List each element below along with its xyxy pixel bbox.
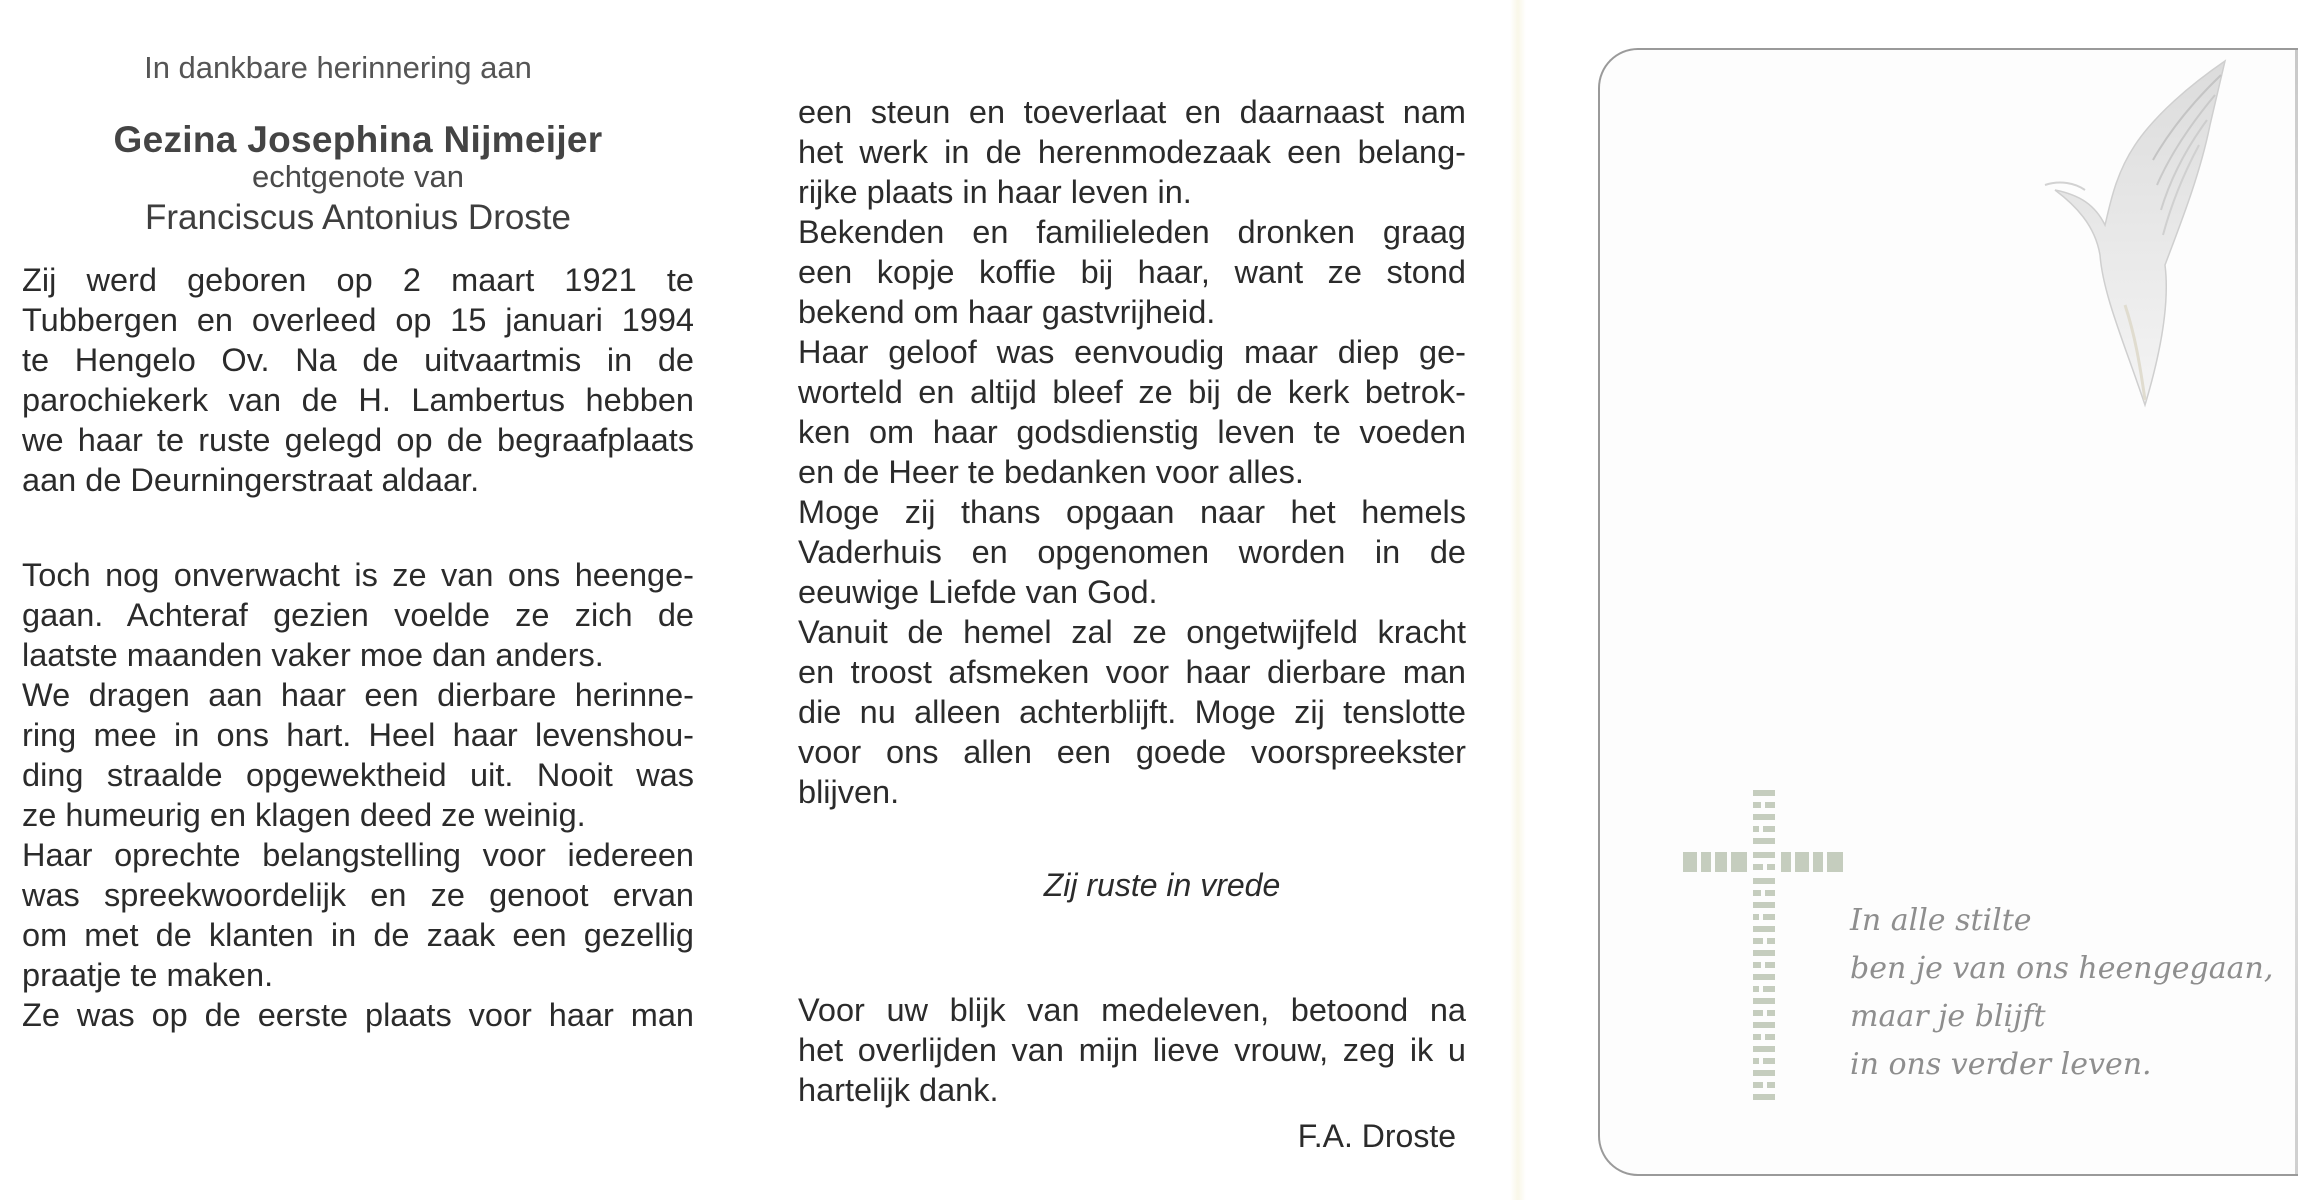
- relation-label: echtgenote van: [251, 159, 464, 194]
- text-line: en troost afsmeken voor haar dierbare man: [798, 654, 1466, 690]
- text-line: een steun en toeverlaat en daarnaast nam: [798, 94, 1466, 130]
- text-line: we haar te ruste gelegd op de begraafplaats: [22, 422, 694, 458]
- text-line: worteld en altijd bleef ze bij de kerk betrok-: [798, 374, 1466, 410]
- card-fold: [1510, 0, 1526, 1200]
- text-line: Voor uw blijk van medeleven, betoond na: [798, 992, 1466, 1028]
- text-line: rijke plaats in haar leven in.: [798, 174, 1192, 210]
- text-line: Vaderhuis en opgenomen worden in de: [798, 534, 1466, 570]
- deceased-name: Gezina Josephina Nijmeijer: [113, 119, 603, 160]
- text-line: Haar geloof was eenvoudig maar diep ge-: [798, 334, 1466, 370]
- text-line: die nu alleen achterblijft. Moge zij tenslotte: [798, 694, 1466, 730]
- text-line: het werk in de herenmodezaak een belang-: [798, 134, 1466, 170]
- text-line: Vanuit de hemel zal ze ongetwijfeld kracht: [798, 614, 1466, 650]
- text-line: om met de klanten in de zaak een gezellig: [22, 917, 694, 953]
- motto: Zij ruste in vrede: [1043, 867, 1281, 903]
- poem-line: in ons verder leven.: [1850, 1047, 2152, 1082]
- text-line: het overlijden van mijn lieve vrouw, zeg ik u: [798, 1032, 1466, 1068]
- text-line: Moge zij thans opgaan naar het hemels: [798, 494, 1466, 530]
- poem-line: ben je van ons heengegaan,: [1850, 951, 2274, 986]
- text-line: ze humeurig en klagen deed ze weinig.: [22, 797, 586, 833]
- poem-line: maar je blijft: [1850, 999, 2046, 1034]
- text-line: te Hengelo Ov. Na de uitvaartmis in de: [22, 342, 694, 378]
- text-line: praatje te maken.: [22, 957, 274, 993]
- text-line: was spreekwoordelijk en ze genoot ervan: [22, 877, 694, 913]
- text-line: Toch nog onverwacht is ze van ons heenge-: [22, 557, 694, 593]
- text-line: ken om haar godsdienstig leven te voeden: [798, 414, 1466, 450]
- heading-intro: In dankbare herinnering aan: [144, 50, 532, 85]
- text-line: gaan. Achteraf gezien voelde ze zich de: [22, 597, 694, 633]
- text-line: We dragen aan haar een dierbare herinne-: [22, 677, 694, 713]
- cross-icon: [1683, 790, 1848, 1110]
- text-line: en de Heer te bedanken voor alles.: [798, 454, 1304, 490]
- text-line: aan de Deurningerstraat aldaar.: [22, 462, 480, 498]
- text-line: hartelijk dank.: [798, 1072, 999, 1108]
- text-line: parochiekerk van de H. Lambertus hebben: [22, 382, 694, 418]
- text-line: Ze was op de eerste plaats voor haar man: [22, 997, 694, 1033]
- signature: F.A. Droste: [1297, 1118, 1456, 1154]
- text-line: bekend om haar gastvrijheid.: [798, 294, 1216, 330]
- text-line: ring mee in ons hart. Heel haar levenshou-: [22, 717, 694, 753]
- text-line: blijven.: [798, 774, 900, 810]
- dove-icon: [1985, 55, 2230, 415]
- spouse-name: Franciscus Antonius Droste: [144, 198, 571, 237]
- text-line: voor ons allen een goede voorspreekster: [798, 734, 1466, 770]
- text-line: een kopje koffie bij haar, want ze stond: [798, 254, 1466, 290]
- poem: [1850, 897, 2290, 1089]
- text-line: Zij werd geboren op 2 maart 1921 te: [22, 262, 694, 298]
- poem-line: In alle stilte: [1850, 903, 2032, 938]
- text-line: eeuwige Liefde van God.: [798, 574, 1158, 610]
- text-line: Haar oprechte belangstelling voor iedereen: [22, 837, 694, 873]
- text-line: Bekenden en familieleden dronken graag: [798, 214, 1466, 250]
- text-line: laatste maanden vaker moe dan anders.: [22, 637, 604, 673]
- text-line: Tubbergen en overleed op 15 januari 1994: [22, 302, 694, 338]
- text-line: ding straalde opgewektheid uit. Nooit was: [22, 757, 694, 793]
